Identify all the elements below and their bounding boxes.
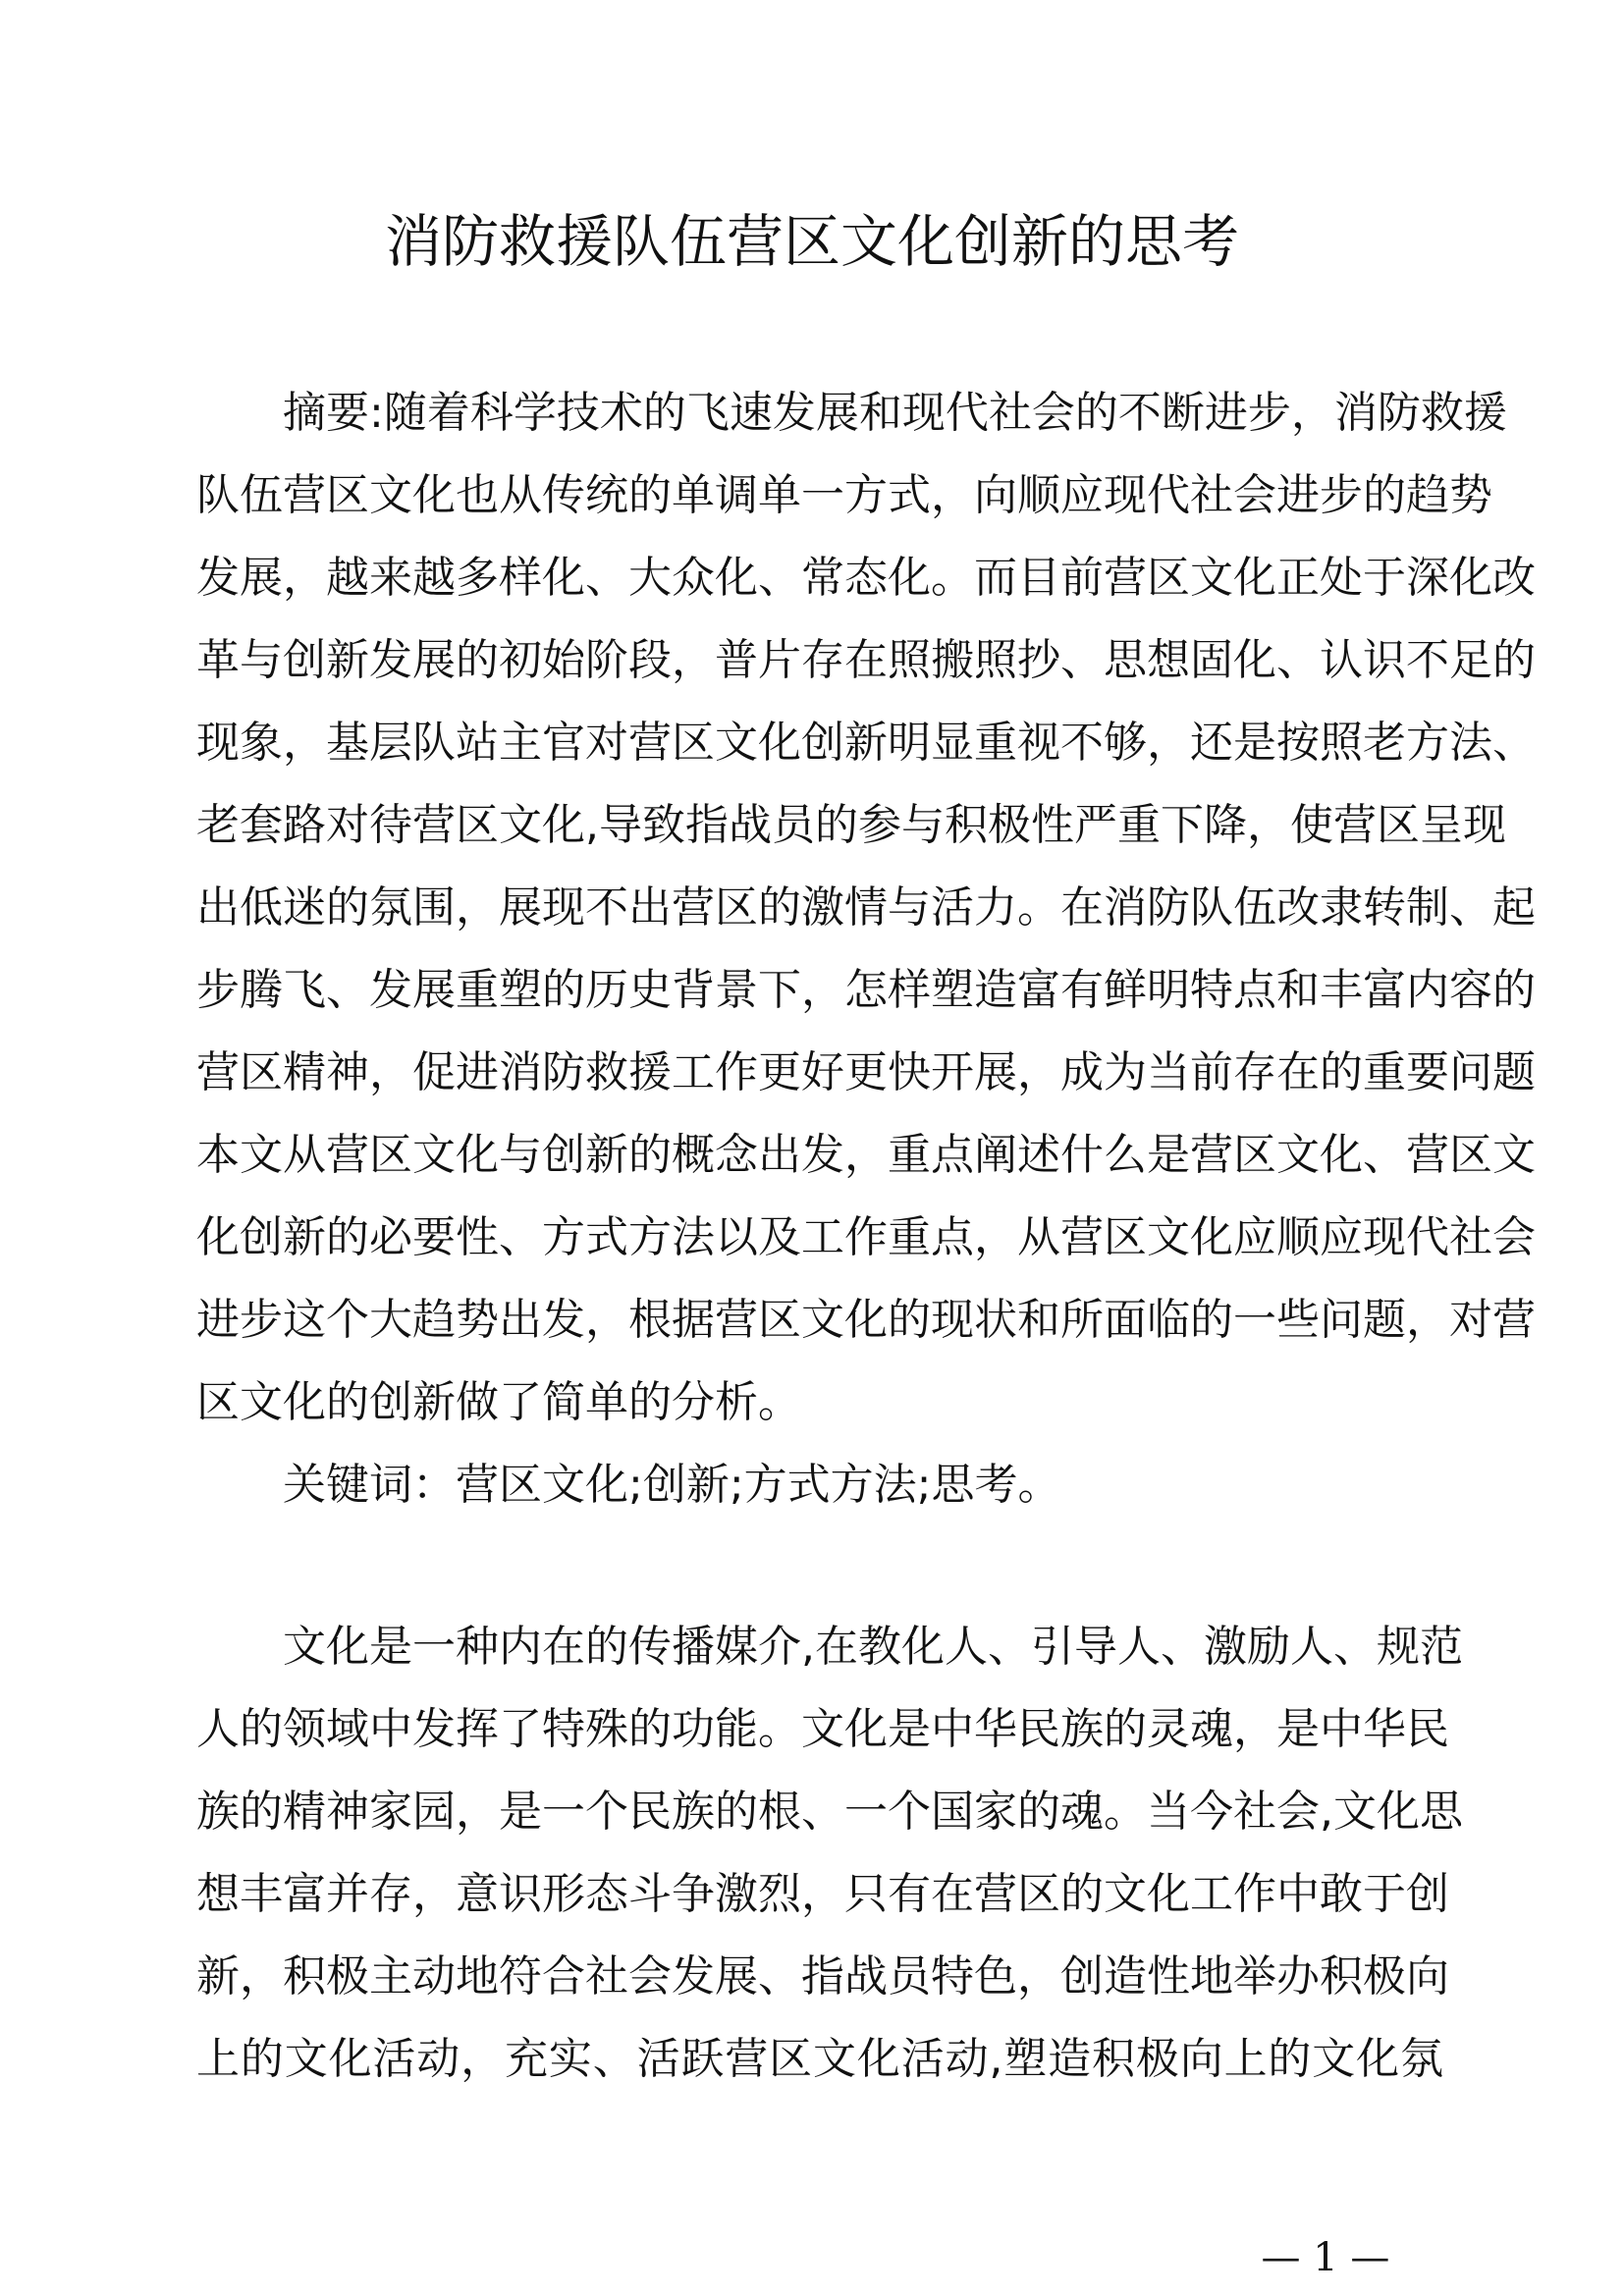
abstract-line: 化创新的必要性、方式方法以及工作重点，从营区文化应顺应现代社会 [196, 1212, 1536, 1262]
page-number: — 1 — [1261, 2235, 1390, 2280]
body-line: 上的文化活动，充实、活跃营区文化活动,塑造积极向上的文化氛 [196, 2034, 1443, 2084]
document-title: 消防救援队伍营区文化创新的思考 [384, 208, 1239, 275]
abstract-line: 革与创新发展的初始阶段，普片存在照搬照抄、思想固化、认识不足的 [196, 635, 1536, 685]
abstract-line: 本文从营区文化与创新的概念出发，重点阐述什么是营区文化、营区文 [196, 1130, 1536, 1180]
abstract-line: 老套路对待营区文化,导致指战员的参与积极性严重下降，使营区呈现 [196, 800, 1506, 850]
abstract-line: 区文化的创新做了简单的分析。 [196, 1377, 801, 1427]
abstract-line: 出低迷的氛围，展现不出营区的激情与活力。在消防队伍改隶转制、起 [196, 882, 1536, 933]
body-line: 想丰富并存，意识形态斗争激烈，只有在营区的文化工作中敢于创 [196, 1869, 1449, 1919]
abstract-line: 营区精神，促进消防救援工作更好更快开展，成为当前存在的重要问题 [196, 1047, 1536, 1097]
body-line: 新，积极主动地符合社会发展、指战员特色，创造性地举办积极向 [196, 1951, 1449, 2002]
body-line: 文化是一种内在的传播媒介,在教化人、引导人、激励人、规范 [283, 1622, 1463, 1672]
abstract-line: 发展，越来越多样化、大众化、常态化。而目前营区文化正处于深化改 [196, 553, 1536, 603]
keywords: 关键词：营区文化;创新;方式方法;思考。 [283, 1460, 1061, 1510]
body-line: 人的领域中发挥了特殊的功能。文化是中华民族的灵魂，是中华民 [196, 1704, 1449, 1754]
abstract-line: 队伍营区文化也从传统的单调单一方式，向顺应现代社会进步的趋势 [196, 470, 1492, 520]
abstract-line: 进步这个大趋势出发，根据营区文化的现状和所面临的一些问题，对营 [196, 1295, 1536, 1345]
body-line: 族的精神家园，是一个民族的根、一个国家的魂。当今社会,文化思 [196, 1787, 1463, 1837]
abstract-line: 摘要:随着科学技术的飞速发展和现代社会的不断进步，消防救援 [283, 388, 1507, 438]
abstract-line: 步腾飞、发展重塑的历史背景下，怎样塑造富有鲜明特点和丰富内容的 [196, 965, 1536, 1015]
abstract-line: 现象，基层队站主官对营区文化创新明显重视不够，还是按照老方法、 [196, 718, 1536, 768]
